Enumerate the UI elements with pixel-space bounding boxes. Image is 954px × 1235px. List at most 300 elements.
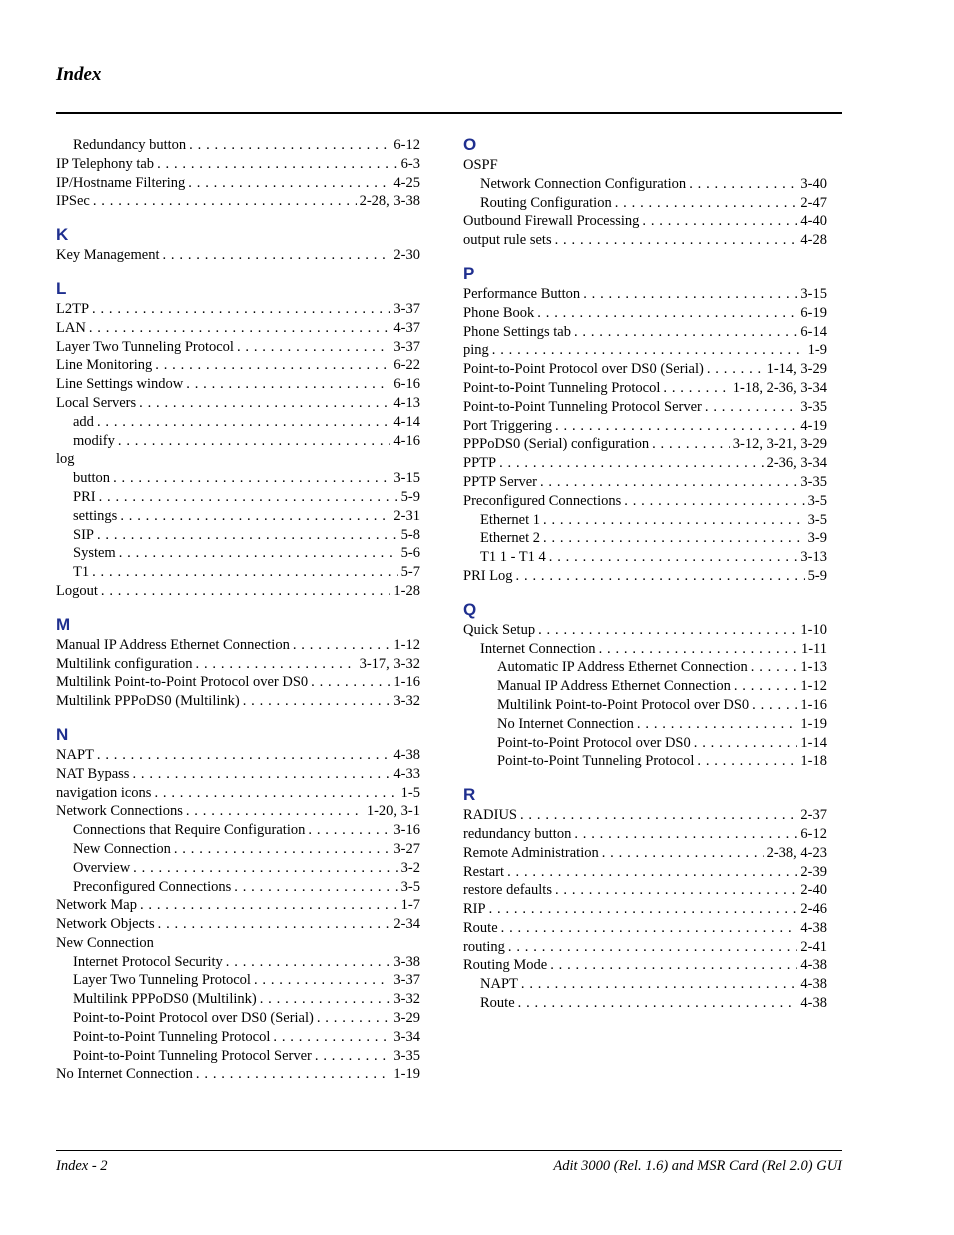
index-entry xyxy=(463,919,827,938)
entry-pages: 1-18 xyxy=(800,753,827,770)
index-entry xyxy=(56,765,420,784)
entry-pages: 5-9 xyxy=(400,488,420,505)
dot-leader xyxy=(518,994,798,1013)
index-entry xyxy=(56,356,420,375)
index-entry xyxy=(463,696,827,715)
index-entry xyxy=(463,975,827,994)
index-entry xyxy=(463,360,827,379)
entry-term: Network Map xyxy=(56,897,137,914)
index-entry xyxy=(56,1065,420,1084)
index-entry xyxy=(463,715,827,734)
dot-leader xyxy=(705,398,798,417)
dot-leader xyxy=(583,285,797,304)
entry-term: redundancy button xyxy=(463,825,572,842)
dot-leader xyxy=(101,582,391,601)
index-entry xyxy=(56,896,420,915)
index-entry xyxy=(463,454,827,473)
entry-term: Network Objects xyxy=(56,916,155,933)
index-entry xyxy=(463,435,827,454)
dot-leader xyxy=(139,394,390,413)
index-entry xyxy=(463,900,827,919)
index-entry xyxy=(56,526,420,545)
index-entry xyxy=(463,285,827,304)
entry-pages: 2-28, 3-38 xyxy=(359,193,420,210)
dot-leader xyxy=(99,488,398,507)
index-entry xyxy=(56,544,420,563)
entry-pages: 3-5 xyxy=(400,878,420,895)
index-entry xyxy=(56,1028,420,1047)
entry-pages: 6-16 xyxy=(393,376,420,393)
entry-term: Point-to-Point Protocol over DS0 xyxy=(497,734,691,751)
entry-pages: 5-7 xyxy=(400,564,420,581)
entry-pages: 3-32 xyxy=(393,693,420,710)
footer-rule xyxy=(56,1150,842,1151)
entry-term: IPSec xyxy=(56,193,90,210)
entry-term: No Internet Connection xyxy=(56,1066,193,1083)
entry-pages: 4-14 xyxy=(393,413,420,430)
dot-leader xyxy=(155,356,390,375)
entry-pages: 3-15 xyxy=(800,285,827,302)
index-entry xyxy=(463,806,827,825)
dot-leader xyxy=(637,715,797,734)
dot-leader xyxy=(196,1065,390,1084)
entry-pages: 3-5 xyxy=(807,511,827,528)
entry-term: Connections that Require Configuration xyxy=(73,822,306,839)
dot-leader xyxy=(555,881,797,900)
index-entry xyxy=(463,473,827,492)
entry-term: New Connection xyxy=(73,840,171,857)
dot-leader xyxy=(174,840,391,859)
header-rule xyxy=(56,112,842,114)
entry-pages: 1-13 xyxy=(800,659,827,676)
dot-leader xyxy=(543,511,805,530)
dot-leader xyxy=(574,825,797,844)
entry-pages: 3-37 xyxy=(393,300,420,317)
entry-pages: 6-12 xyxy=(393,137,420,153)
dot-leader xyxy=(97,413,390,432)
section-letter: P xyxy=(463,263,475,283)
dot-leader xyxy=(540,473,797,492)
dot-leader xyxy=(154,784,397,803)
dot-leader xyxy=(293,636,391,655)
index-entry xyxy=(56,432,420,451)
entry-pages: 2-40 xyxy=(800,882,827,899)
entry-pages: 3-37 xyxy=(393,972,420,989)
entry-pages: 3-29 xyxy=(393,1010,420,1027)
entry-pages: 1-18, 2-36, 3-34 xyxy=(732,379,827,396)
entry-term: Key Management xyxy=(56,247,160,264)
dot-leader xyxy=(189,136,390,155)
index-entry xyxy=(463,956,827,975)
entry-pages: 2-39 xyxy=(800,863,827,880)
entry-pages: 5-8 xyxy=(400,526,420,543)
dot-leader xyxy=(489,900,798,919)
dot-leader xyxy=(508,938,798,957)
entry-term: settings xyxy=(73,507,118,524)
index-entry xyxy=(56,1047,420,1066)
dot-leader xyxy=(92,300,390,319)
entry-term: Network Connections xyxy=(56,803,183,820)
dot-leader xyxy=(311,673,390,692)
entry-pages: 3-37 xyxy=(393,338,420,355)
entry-pages: 2-38, 4-23 xyxy=(766,844,827,861)
entry-pages: 4-38 xyxy=(800,957,827,974)
index-entry xyxy=(463,398,827,417)
entry-term: T1 1 - T1 4 xyxy=(480,549,546,566)
entry-pages: 4-38 xyxy=(800,976,827,993)
index-entry xyxy=(463,156,827,175)
dot-leader xyxy=(642,212,797,231)
dot-leader xyxy=(550,956,797,975)
entry-pages: 1-20, 3-1 xyxy=(366,803,420,820)
index-entry xyxy=(56,582,420,601)
index-entry xyxy=(56,192,420,211)
entry-pages: 5-9 xyxy=(807,567,827,584)
index-entry xyxy=(463,492,827,511)
index-entry xyxy=(56,155,420,174)
entry-pages: 5-6 xyxy=(400,545,420,562)
dot-leader xyxy=(188,174,390,193)
entry-term: output rule sets xyxy=(463,232,552,249)
entry-pages: 4-19 xyxy=(800,417,827,434)
dot-leader xyxy=(624,492,804,511)
dot-leader xyxy=(537,304,797,323)
footer-page-number: Index - 2 xyxy=(56,1158,108,1174)
entry-term: T1 xyxy=(73,564,90,581)
entry-term: Point-to-Point Tunneling Protocol xyxy=(497,753,695,770)
entry-term: Remote Administration xyxy=(463,844,599,861)
entry-pages: 4-38 xyxy=(800,995,827,1012)
entry-term: Phone Settings tab xyxy=(463,323,571,340)
index-entry xyxy=(463,677,827,696)
entry-term: Point-to-Point Tunneling Protocol xyxy=(463,379,661,396)
entry-term: Layer Two Tunneling Protocol xyxy=(56,338,234,355)
entry-pages: 1-9 xyxy=(807,342,827,359)
entry-pages: 4-38 xyxy=(800,919,827,936)
entry-term: restore defaults xyxy=(463,882,552,899)
entry-pages: 6-3 xyxy=(400,155,420,172)
entry-pages: 1-19 xyxy=(393,1066,420,1083)
entry-term: NAT Bypass xyxy=(56,765,130,782)
index-entry xyxy=(56,878,420,897)
dot-leader xyxy=(652,435,730,454)
entry-term: Route xyxy=(480,995,515,1012)
entry-term: PRI Log xyxy=(463,567,513,584)
dot-leader xyxy=(120,507,390,526)
entry-term: NAPT xyxy=(56,746,94,763)
dot-leader xyxy=(308,821,390,840)
dot-leader xyxy=(615,194,798,213)
entry-pages: 3-35 xyxy=(393,1047,420,1064)
dot-leader xyxy=(133,859,397,878)
index-entry xyxy=(463,379,827,398)
index-entry xyxy=(463,567,827,586)
entry-pages: 3-40 xyxy=(800,175,827,192)
index-entry xyxy=(463,752,827,771)
dot-leader xyxy=(697,752,797,771)
entry-pages: 6-12 xyxy=(800,825,827,842)
entry-term: Ethernet 1 xyxy=(480,511,540,528)
entry-pages: 4-40 xyxy=(800,213,827,230)
entry-term: Logout xyxy=(56,582,98,599)
dot-leader xyxy=(520,806,797,825)
entry-pages: 4-28 xyxy=(800,232,827,249)
index-entry xyxy=(56,375,420,394)
index-entry xyxy=(463,548,827,567)
entry-term: Point-to-Point Tunneling Protocol Server xyxy=(73,1047,312,1064)
entry-term: PRI xyxy=(73,488,96,505)
dot-leader xyxy=(196,655,357,674)
index-section xyxy=(56,726,420,1084)
index-section xyxy=(463,601,827,771)
dot-leader xyxy=(752,696,797,715)
index-entry xyxy=(56,469,420,488)
section-letter: N xyxy=(56,724,69,744)
entry-pages: 4-33 xyxy=(393,765,420,782)
entry-pages: 3-32 xyxy=(393,991,420,1008)
entry-term: Routing Configuration xyxy=(480,194,612,211)
dot-leader xyxy=(555,417,797,436)
entry-term: IP Telephony tab xyxy=(56,155,155,172)
dot-leader xyxy=(501,919,798,938)
index-entry xyxy=(463,621,827,640)
entry-term: modify xyxy=(73,432,115,449)
entry-term: Preconfigured Connections xyxy=(463,492,622,509)
index-entry xyxy=(56,934,420,953)
index-section xyxy=(463,136,827,250)
section-letter: O xyxy=(463,135,477,154)
section-letter: Q xyxy=(463,599,477,619)
entry-pages: 1-16 xyxy=(393,674,420,691)
dot-leader xyxy=(186,375,390,394)
entry-term: Overview xyxy=(73,859,131,876)
entry-term: Routing Mode xyxy=(463,957,548,974)
index-entry xyxy=(56,915,420,934)
entry-pages: 2-47 xyxy=(800,194,827,211)
index-entry xyxy=(56,784,420,803)
entry-pages: 3-27 xyxy=(393,840,420,857)
entry-term: Phone Book xyxy=(463,304,535,321)
entry-pages: 1-14 xyxy=(800,734,827,751)
entry-pages: 2-41 xyxy=(800,938,827,955)
entry-term: Point-to-Point Tunneling Protocol Server xyxy=(463,398,702,415)
entry-pages: 3-2 xyxy=(400,859,420,876)
dot-leader xyxy=(243,692,391,711)
index-entry xyxy=(56,821,420,840)
entry-pages: 2-30 xyxy=(393,247,420,264)
entry-pages: 2-34 xyxy=(393,916,420,933)
index-section xyxy=(463,786,827,1013)
entry-pages: 4-37 xyxy=(393,319,420,336)
index-entry xyxy=(56,319,420,338)
dot-leader xyxy=(315,1047,391,1066)
entry-term: Manual IP Address Ethernet Connection xyxy=(497,678,731,695)
entry-pages: 1-16 xyxy=(800,696,827,713)
index-entry xyxy=(56,488,420,507)
entry-pages: 1-12 xyxy=(393,636,420,653)
entry-term: IP/Hostname Filtering xyxy=(56,174,186,191)
section-letter: M xyxy=(56,614,71,634)
entry-pages: 2-31 xyxy=(393,507,420,524)
dot-leader xyxy=(663,379,729,398)
entry-pages: 1-11 xyxy=(800,640,827,657)
entry-pages: 1-14, 3-29 xyxy=(766,361,827,378)
index-entry xyxy=(463,734,827,753)
dot-leader xyxy=(97,526,398,545)
index-section xyxy=(463,265,827,586)
entry-pages: 1-19 xyxy=(800,715,827,732)
entry-term: Route xyxy=(463,919,498,936)
index-entry xyxy=(463,175,827,194)
index-entry xyxy=(56,692,420,711)
dot-leader xyxy=(226,953,391,972)
index-entry xyxy=(463,231,827,250)
entry-pages: 3-34 xyxy=(393,1028,420,1045)
dot-leader xyxy=(689,175,797,194)
entry-term: Performance Button xyxy=(463,285,581,302)
entry-term: ping xyxy=(463,342,489,359)
section-letter: K xyxy=(56,225,69,245)
entry-term: Multilink PPPoDS0 (Multilink) xyxy=(73,991,257,1008)
entry-term: L2TP xyxy=(56,300,90,317)
entry-term: Internet Protocol Security xyxy=(73,953,223,970)
entry-pages: 3-15 xyxy=(393,470,420,487)
entry-term: Automatic IP Address Ethernet Connection xyxy=(497,659,748,676)
entry-term: New Connection xyxy=(56,934,154,951)
entry-pages: 3-35 xyxy=(800,398,827,415)
dot-leader xyxy=(186,802,364,821)
dot-leader xyxy=(751,658,798,677)
entry-pages: 2-46 xyxy=(800,901,827,918)
entry-term: Ethernet 2 xyxy=(480,530,540,547)
entry-term: PPTP Server xyxy=(463,473,537,490)
entry-term: Multilink configuration xyxy=(56,655,193,672)
index-entry xyxy=(56,450,420,469)
entry-term: routing xyxy=(463,938,505,955)
dot-leader xyxy=(234,878,397,897)
index-entry xyxy=(56,953,420,972)
dot-leader xyxy=(707,360,764,379)
dot-leader xyxy=(92,563,398,582)
dot-leader xyxy=(118,432,391,451)
entry-pages: 3-38 xyxy=(393,953,420,970)
index-entry xyxy=(56,971,420,990)
entry-term: navigation icons xyxy=(56,784,152,801)
entry-term: Line Settings window xyxy=(56,376,184,393)
entry-pages: 3-9 xyxy=(807,530,827,547)
dot-leader xyxy=(157,155,398,174)
dot-leader xyxy=(132,765,390,784)
dot-leader xyxy=(162,246,390,265)
dot-leader xyxy=(158,915,391,934)
entry-term: Layer Two Tunneling Protocol xyxy=(73,972,251,989)
entry-term: System xyxy=(73,545,116,562)
entry-term: Preconfigured Connections xyxy=(73,878,232,895)
dot-leader xyxy=(521,975,798,994)
dot-leader xyxy=(602,844,764,863)
dot-leader xyxy=(734,677,798,696)
entry-pages: 2-37 xyxy=(800,807,827,824)
dot-leader xyxy=(492,341,805,360)
dot-leader xyxy=(543,529,805,548)
dot-leader xyxy=(694,734,798,753)
footer-document-title: Adit 3000 (Rel. 1.6) and MSR Card (Rel 2.0) GUI xyxy=(553,1158,842,1174)
entry-term: Multilink Point-to-Point Protocol over DS0 xyxy=(56,674,309,691)
entry-pages: 3-17, 3-32 xyxy=(359,655,420,672)
entry-term: add xyxy=(73,413,94,430)
index-entry xyxy=(56,990,420,1009)
entry-pages: 1-10 xyxy=(800,621,827,638)
entry-term: Local Servers xyxy=(56,394,137,411)
entry-pages: 6-22 xyxy=(393,357,420,374)
index-entry xyxy=(463,640,827,659)
index-entry xyxy=(56,636,420,655)
index-entry xyxy=(463,994,827,1013)
dot-leader xyxy=(555,231,798,250)
index-entry xyxy=(463,529,827,548)
index-entry xyxy=(56,394,420,413)
index-entry xyxy=(56,338,420,357)
entry-term: Quick Setup xyxy=(463,621,536,638)
page-header-title: Index xyxy=(56,64,102,85)
dot-leader xyxy=(317,1009,391,1028)
dot-leader xyxy=(507,863,797,882)
entry-term: Restart xyxy=(463,863,505,880)
entry-term: RIP xyxy=(463,901,486,918)
entry-pages: 3-12, 3-21, 3-29 xyxy=(732,436,827,453)
entry-term: Multilink PPPoDS0 (Multilink) xyxy=(56,693,240,710)
index-entry xyxy=(56,673,420,692)
dot-leader xyxy=(273,1028,390,1047)
index-entry xyxy=(56,655,420,674)
index-entry xyxy=(463,825,827,844)
dot-leader xyxy=(499,454,764,473)
entry-term: SIP xyxy=(73,526,94,543)
entry-term: log xyxy=(56,451,75,468)
entry-term: PPPoDS0 (Serial) configuration xyxy=(463,436,650,453)
dot-leader xyxy=(113,469,390,488)
entry-term: Point-to-Point Protocol over DS0 (Serial) xyxy=(73,1010,314,1027)
entry-pages: 4-25 xyxy=(393,174,420,191)
entry-term: PPTP xyxy=(463,455,497,472)
entry-pages: 1-7 xyxy=(400,897,420,914)
index-entry xyxy=(463,881,827,900)
section-letter: L xyxy=(56,278,67,298)
entry-term: No Internet Connection xyxy=(497,715,634,732)
index-column-left xyxy=(56,136,420,1084)
entry-term: Redundancy button xyxy=(73,137,187,153)
dot-leader xyxy=(97,746,391,765)
dot-leader xyxy=(89,319,391,338)
index-entry xyxy=(463,511,827,530)
entry-pages: 1-5 xyxy=(400,784,420,801)
index-entry xyxy=(463,323,827,342)
dot-leader xyxy=(119,544,398,563)
entry-pages: 3-5 xyxy=(807,492,827,509)
entry-pages: 4-16 xyxy=(393,432,420,449)
entry-pages: 2-36, 3-34 xyxy=(766,455,827,472)
entry-term: OSPF xyxy=(463,157,498,173)
index-entry xyxy=(463,844,827,863)
entry-term: Port Triggering xyxy=(463,417,553,434)
entry-pages: 6-14 xyxy=(800,323,827,340)
index-entry xyxy=(463,212,827,231)
index-entry xyxy=(56,507,420,526)
dot-leader xyxy=(260,990,391,1009)
entry-pages: 1-28 xyxy=(393,582,420,599)
dot-leader xyxy=(237,338,390,357)
entry-pages: 6-19 xyxy=(800,304,827,321)
